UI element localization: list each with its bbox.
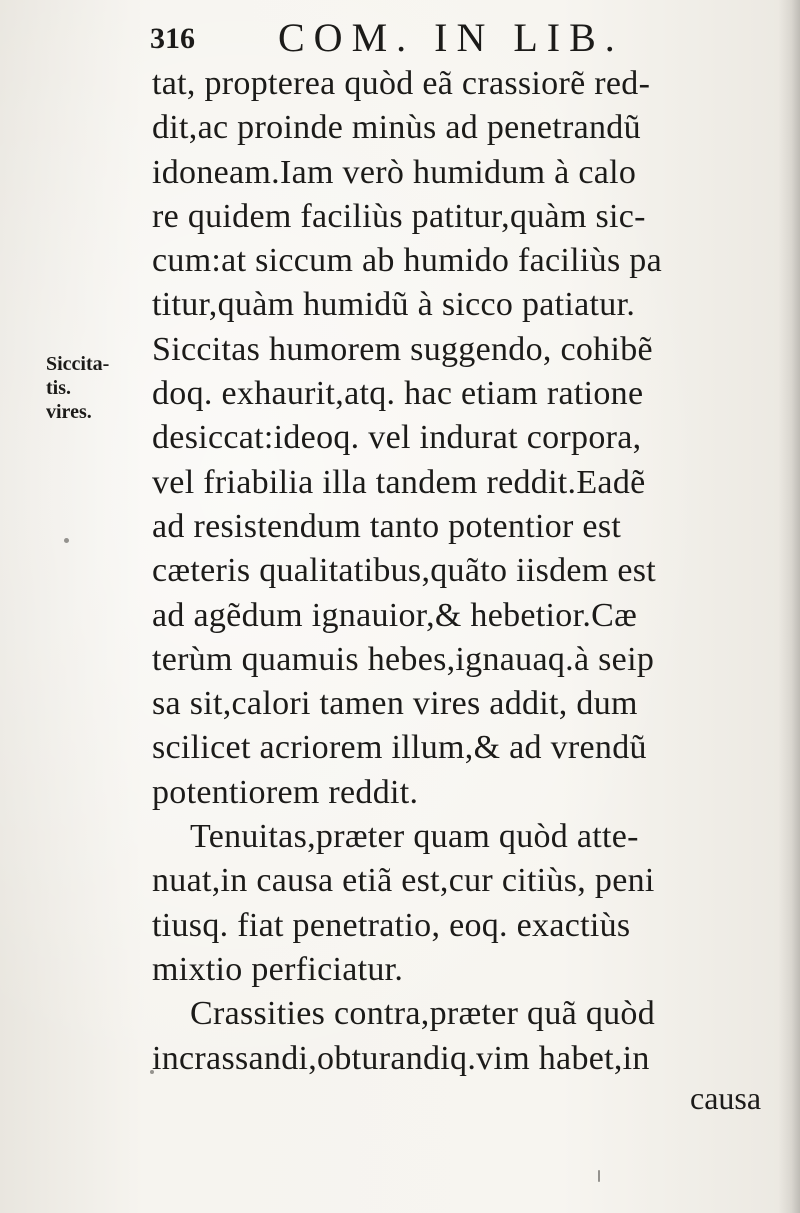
marginal-note — [46, 352, 146, 424]
text-line: terùm quamuis hebes,ignauaq.à seip — [152, 640, 655, 678]
page-number: 316 — [150, 22, 195, 55]
text-line: cum:at siccum ab humido faciliùs pa — [152, 242, 662, 280]
paragraph-start-line: Tenuitas,præter quam quòd atte- — [190, 818, 639, 856]
text-line: mixtio perficiatur. — [152, 950, 404, 988]
text-line: doq. exhaurit,atq. hac etiam ratione — [152, 375, 644, 413]
text-line: idoneam.Iam verò humidum à calo — [152, 153, 637, 191]
running-head: COM. IN LIB. — [278, 15, 624, 60]
text-line: desiccat:ideoq. vel indurat corpora, — [152, 419, 642, 457]
catchword: causa — [690, 1080, 762, 1116]
body-text — [152, 62, 772, 1081]
text-line: potentiorem reddit. — [152, 773, 419, 811]
text-line: scilicet acriorem illum,& ad vrendũ — [152, 729, 647, 767]
marginal-note-line: vires. — [46, 401, 92, 423]
text-line: tiusq. fiat penetratio, eoq. exactiùs — [152, 906, 631, 944]
text-line: re quidem faciliùs patitur,quàm sic- — [152, 197, 646, 235]
page-edge-shadow — [778, 0, 800, 1213]
paragraph-start-line: Crassities contra,præter quã quòd — [190, 995, 656, 1033]
marginal-note-line: Siccita- — [46, 353, 110, 375]
marginal-note-line: tis. — [46, 377, 71, 399]
text-line: dit,ac proinde minùs ad penetrandũ — [152, 109, 641, 147]
page-header — [150, 14, 650, 64]
text-line: incrassandi,obturandiq.vim habet,in — [152, 1039, 650, 1077]
text-line: nuat,in causa etiã est,cur citiùs, peni — [152, 862, 655, 900]
text-line: cæteris qualitatibus,quãto iisdem est — [152, 552, 657, 590]
text-line: tat, propterea quòd eã crassiorẽ red- — [152, 65, 651, 102]
text-line: vel friabilia illa tandem reddit.Eadẽ — [152, 463, 646, 501]
ink-speck — [598, 1170, 600, 1182]
text-line: ad resistendum tanto potentior est — [152, 507, 622, 545]
text-line: Siccitas humorem suggendo, cohibẽ — [152, 330, 653, 368]
text-line: titur,quàm humidũ à sicco patiatur. — [152, 286, 636, 324]
ink-speck — [150, 1070, 154, 1074]
text-line: sa sit,calori tamen vires addit, dum — [152, 685, 638, 723]
text-line: ad agẽdum ignauior,& hebetior.Cæ — [152, 596, 638, 634]
ink-speck — [64, 538, 69, 543]
